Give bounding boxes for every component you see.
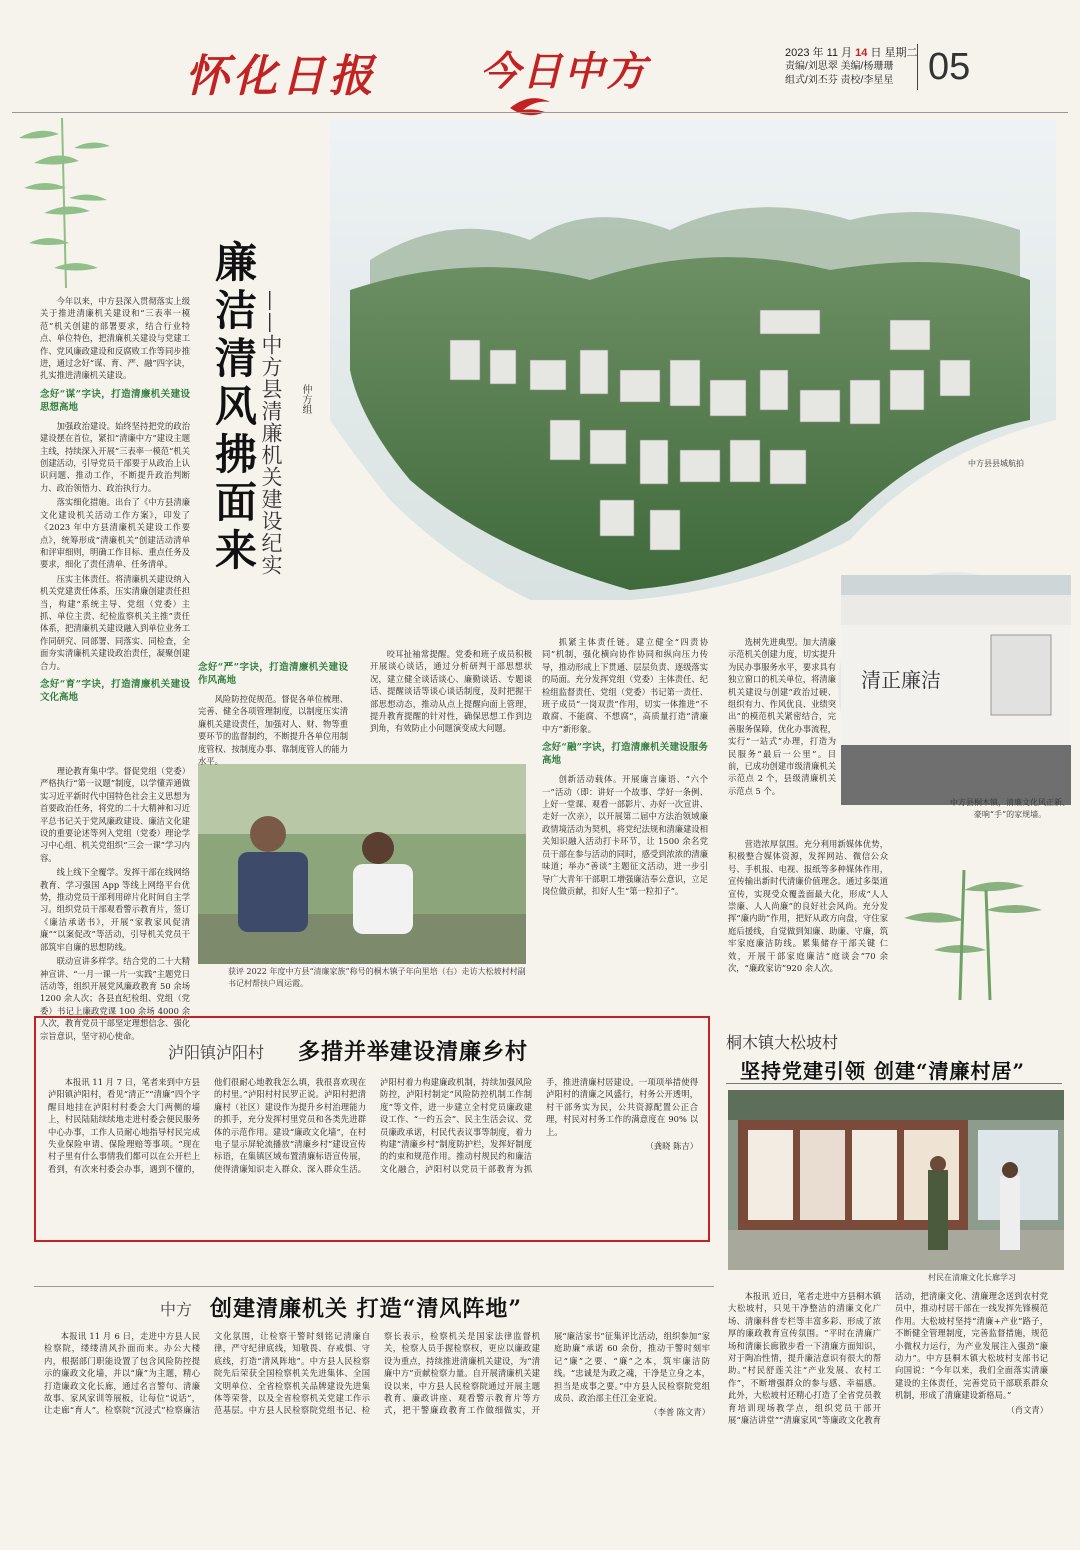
aerial-photo-caption: 中方县县城航拍: [968, 459, 1024, 468]
lead-subhead-2: 念好“育”字诀，打造清廉机关建设文化高地: [40, 678, 190, 703]
article2-title: 多措并举建设清廉乡村: [298, 1039, 529, 1065]
lead-para-5: 线上线下全覆学。发挥干部在线网络教育、学习强国 App 等线上网络平台优势，推动党员干部利用碎片化时间自主学习。组织党员干部观看警示教育片，签订《廉洁承诺书》，开展“家教家风促清廉”“以案促改”等活动，引导机关党员干部筑牢自廉的思想防线。: [40, 867, 190, 952]
lead-subhead-3: 念好“严”字诀，打造清廉机关建设作风高地: [198, 662, 348, 686]
header-meta: [785, 46, 925, 88]
lead-column-7: [728, 838, 888, 998]
article2-place: 泸阳镇泸阳村: [168, 1043, 265, 1062]
article2-body: [48, 1076, 698, 1236]
lead-subtitle: ——中方县清廉机关建设纪实: [259, 290, 283, 576]
swoosh-logo-icon: [505, 90, 555, 120]
article3-rule: [726, 1083, 1062, 1084]
lead-column-6: [728, 636, 836, 836]
article4-text: 本报讯 11 月 6 日，走进中方县人民检察院，缕缕清风扑面而来。办公大楼内，根据部门职能设置了包含风险防控提示的廉政文化墙，并以“廉”为主题，精心打造廉政文化长廊，通过名言警句、清廉故事、家风家训等展板，让每位“说话”，让走廊“育人”。检察院“沉浸式”检察廉洁文化氛围，让检察干警时刻铭记清廉自律，严守纪律底线，知敬畏、存戒惧、守底线，打造“清风阵地”。中方县人民检察院先后荣获全国检察机关先进集体、全国文明单位、全省检察机关品牌建设先进集体等荣誉，以及全省检察机关党建工作示范基层。中方县人民检察院党组书记、检察长表示，检察机关是国家法律监督机关，检察人员手握检察权，更应以廉政建设为重点，持续推进清廉机关建设，为“清廉中方”贡献检察力量。自开展清廉机关建设以来，中方县人民检察院通过开展主题教育、廉政讲座、观看警示教育片等方式，把干警廉政教育工作做细做实，开展“廉洁家书”征集评比活动，组织参加“家庭助廉”承诺 60 余份，推动干警时刻牢记“廉”之要、“廉”之本，筑牢廉洁防线。“忠诚是为政之魂，干净是立身之本，担当是成事之要。”中方县人民检察院党组成员、政治部主任江金亚说。: [44, 1331, 710, 1416]
page-number: 05: [928, 46, 971, 88]
lead-subhead-4: 念好“融”字诀，打造清廉机关建设服务高地: [542, 742, 708, 767]
article3-body: [728, 1290, 1048, 1530]
lead-para-7: 风险防控促规范。督促各单位梳理、完善、健全各项管理制度，以制度压实清廉机关建设责任，加强对人、财、物等重要环节的监督制约，不断提升各单位用制度管权、按制度办事、靠制度管人的能力水平。: [198, 694, 348, 767]
circle-photo-caption: 中方县桐木镇，清廉文化风正新、豪响“手”的家规墙。: [950, 798, 1070, 819]
article2-author: （龚晓 陈吉）: [645, 1141, 698, 1152]
newspaper-logo: 怀化日报: [185, 51, 377, 102]
lead-column-3: [198, 655, 348, 767]
article3-title: 坚持党建引领 创建“清廉村居”: [740, 1059, 1025, 1083]
lead-para-4: 理论教育集中学。督促党组（党委）严格执行“第一议题”制度，以学懂弄通做实习近平新时代中国特色社会主义思想为首要政治任务，将党的二十大精神和习近平总书记关于党风廉政建设、廉洁文化建设的重要论述等列入党组（党委）理论学习中心组、机关党组织“三会一课”学习内容。: [40, 766, 190, 863]
lead-para-8: 咬耳扯袖常提醒。党委和班子成员积极开展谈心谈话，通过分析研判干部思想状况，建立健全谈话谈心、廉勤谈话、专题谈话、提醒谈话等谈心谈话制度，及时把握干部思想动态，推动从点上提醒向面上管理，提升教育提醒的针对性，确保思想工作到边到角，有效防止小问题演变成大问题。: [370, 649, 532, 734]
article4-place: 中方: [160, 1300, 193, 1319]
article4-title: 创建清廉机关 打造“清风阵地”: [210, 1296, 522, 1322]
article4-author: （李普 陈文青）: [649, 1407, 710, 1418]
issue-date: 2023 年 11 月 14 日 星期二: [785, 47, 918, 59]
lead-para-10: 创新活动载体。开展廉言廉语、“六个一”活动（即：讲好一个故事、学好一条例、上好一堂课、观看一部影片、办好一次宣讲、走好一次亲），以开展第二届中方法治领域廉政情境活动为契机，将党纪法规和清廉建设相关知识融入活动打卡环节，让 1500 余名党员干部在参与活动的同时，感受到浓浓的清廉味道；举办“善谈”主题征文活动，进一步引导广大青年干部职工增强廉洁奉公意识，立足岗位做贡献，扣好人生“第一粒扣子”。: [542, 774, 708, 896]
lead-para-11: 选树先进典型。加大清廉示范机关创建力度，切实提升为民办事服务水平，要求具有独立窗口的机关单位，将清廉机关建设与创建“政治过硬、组织有力、作风优良、业绩突出”的模范机关紧密结合，完善服务保障，优化办事流程，实行“一站式”办理，打造为民服务“最后一公里”。目前，已成功创建市级清廉机关示范点 2 个，县级清廉机关示范点 5 个。: [728, 637, 836, 796]
circle-wall-photo: [838, 572, 1068, 802]
editors-line-1: 责编/刘思翠 美编/杨珊珊: [785, 61, 894, 72]
article3-text: 本报讯 近日，笔者走进中方县桐木镇大松坡村，只见干净整洁的清廉文化广场、清廉科普专栏等丰富多彩、形成了浓厚的廉政教育宣传氛围。“平时在清廉广场和清廉长廊散步看一下清廉方面知识，对于陶冶性情，提升廉洁意识有很大的帮助。”村民舒莲关注“产业发展、农村工作”，不断增强群众的参与感、幸福感。此外，大松坡村还精心打造了全省党员教育培训现场教学点，组织党员干部开展“廉洁讲堂”“清廉家风”等廉政文化教育活动，把清廉文化、清廉理念送到农村党员中，推动村居干部在一线发挥先锋模范作用。大松坡村坚持“清廉+产业”路子，不断健全管理制度，完善监督措施，规范小微权力运行，为产业发展注入强劲“廉动力”。中方县桐木镇大松坡村支部书记向国说：“今年以来，我们全面落实清廉建设的主体责任，完善党员干部联系群众机制，形成了清廉建设新格局。”: [728, 1291, 1048, 1426]
lead-column-1: [40, 295, 190, 761]
lead-para-1: 加强政治建设。始终坚持把党的政治建设摆在首位，紧扣“清廉中方”建设主题主线，持续深入开展“三表率一模范”机关创建活动，引导党员干部要于从政治上认识问题、推动工作，不断提升政治判断力、政治领悟力、政治执行力。: [40, 420, 190, 493]
lead-column-4: [370, 648, 532, 758]
lead-byline: 仲方组: [300, 384, 311, 414]
article4-rule: [34, 1286, 714, 1287]
lead-intro: 今年以来，中方县深入贯彻落实上级关于推进清廉机关建设和“三表率一模范”机关创建的部署要求，结合行业特点、单位特色，把清廉机关建设与党建工作、党风廉政建设和反腐败工作等同步推进，通过念好“谋、育、严、融”四字诀，扎实推进清廉机关建设。: [40, 296, 190, 381]
lead-para-12: 营造浓厚氛围。充分利用新媒体优势，积极整合媒体资源，发挥网站、微信公众号、手机报、电视、报纸等多种媒体作用，宣传输出新时代清廉价值理念。通过多渠道宣传，实现受众覆盖面最大化，形成“人人崇廉、人人尚廉”的良好社会风尚。充分发挥“廉内助”作用，把好从政方向盘，守住家庭后援线，自觉做到知廉、助廉、守廉，筑牢家庭廉洁防线。累集储存干部关键 仁效，开展干部家庭廉洁“庭谈会”70 余次，“廉政家访”920 余人次。: [728, 839, 888, 974]
editors-line-2: 组式/刘丕芬 责校/李星星: [785, 75, 894, 86]
wall-illustration-icon: [841, 575, 1071, 805]
culture-board-photo: [728, 1090, 1064, 1270]
header-divider: [917, 44, 918, 90]
lead-para-3: 压实主体责任。将清廉机关建设纳入机关党建责任体系，压实清廉创建责任担当，构建“系统主导、党组（党委）主抓、单位主责、纪检监察机关主推”责任体系，把清廉机关建设融入到单位业务工作同研究、同部署、同落实、同检查，全面夯实清廉机关建设政治责任，凝聚创建合力。: [40, 573, 190, 671]
aerial-town-photo: [330, 120, 1056, 600]
lead-subhead-1: 念好“谋”字诀，打造清廉机关建设思想高地: [40, 388, 190, 413]
lead-column-5: [542, 636, 708, 996]
article4-body: [44, 1330, 710, 1530]
header-rule: [12, 112, 1068, 113]
lead-title: 廉洁清风拂面来: [209, 240, 258, 576]
board-photo-caption: 村民在清廉文化长廊学习: [928, 1273, 1016, 1282]
lead-column-2: [40, 765, 190, 1041]
interview-photo: [198, 764, 526, 964]
interview-photo-caption: 获评 2022 年度中方县“清廉家族”称号的桐木镇子年向里培（右）走访大松坡村村副书记村帮扶户周运霞。: [228, 967, 526, 988]
article3-author: （肖文青）: [1006, 1404, 1048, 1415]
lead-para-9: 抓紧主体责任链。建立健全“四责协同”机制，强化横向协作协同和纵向压力传导，推动形成上下贯通、层层负责、逐级落实的局面。充分发挥党组（党委）主体责任、纪检组监督责任、党组（党委）书记第一责任、班子成员“一岗双责”作用，切实一体推进“不敢腐、不能腐、不想腐”，高质量打造“清廉中方”新形象。: [542, 637, 708, 734]
lead-para-6: 联动宣讲多样学。结合党的二十大精神宣讲、“一月一课一片一实践”主题党日活动等，组织开展党风廉政教育 50 余场 1200 余人次；各县直纪检组、党组（党委）书记上廉政党课 100 余场 4000 余人次，教育党员干部坚定理想信念、强化宗旨意识，坚守初心使命。: [40, 956, 190, 1041]
article2-text: 本报讯 11 月 7 日，笔者来到中方县泸阳镇泸阳村，看见“清正”“清廉”四个字醒目地挂在泸阳村村委会大门两侧的墙上，村民陆陆续续地走进村委会便民服务中心办事，工作人员耐心地指导村民完成失业保险申请、保险理赔等事项。“现在村子里有什么事情我们都可以在公开栏上看到，有次来村委会办事，遇到不懂的，他们很耐心地教我怎么填，我很喜欢现在的村里。”泸阳村村民罗正说。泸阳村把清廉村（社区）建设作为提升乡村治理能力的抓手，充分发挥村里党员和各类先进群体的示范作用。建设“廉政文化墙”，在村电子显示屏轮流播放“清廉乡村”建设宣传标语，在集镇区域布置清廉标语宣传展，使得清廉知识走入群众、深入群众生活。泸阳村着力构建廉政机制，持续加强风险防控，泸阳村制定“风险防控机制工作制度”等文件，进一步建立全村党员廉政建设工作、“一约五会”、民主生活会议、党员廉政承诺，村民代表议事等制度，着力构建“清廉乡村”制度防护栏，发挥好制度的约束和规范作用。推动村规民约和廉洁文化融合，泸阳村以党员干部教育为抓手，推进清廉村居建设。一项项举措使得泸阳村的清廉之风盛行，村务公开透明，村干部务实为民，公共资源配置公正合理，村民对村务工作的满意度在 90% 以上。: [48, 1077, 698, 1174]
bamboo-sketch-icon: [900, 850, 1060, 1000]
bamboo-decoration-icon: [14, 118, 124, 288]
lead-para-2: 落实细化措施。出台了《中方县清廉文化建设机关活动工作方案》，印发了《2023 年中方县清廉机关建设工作要点》，统筹形成“清廉机关”创建活动清单和评审细则，明确工作目标、重点任务及要求，细化了责任清单、任务清单。: [40, 497, 190, 570]
article3-kicker: 桐木镇大松坡村: [726, 1033, 839, 1052]
wall-sign-text: 清正廉洁: [861, 668, 941, 692]
section-logo: 今日中方: [480, 48, 648, 95]
